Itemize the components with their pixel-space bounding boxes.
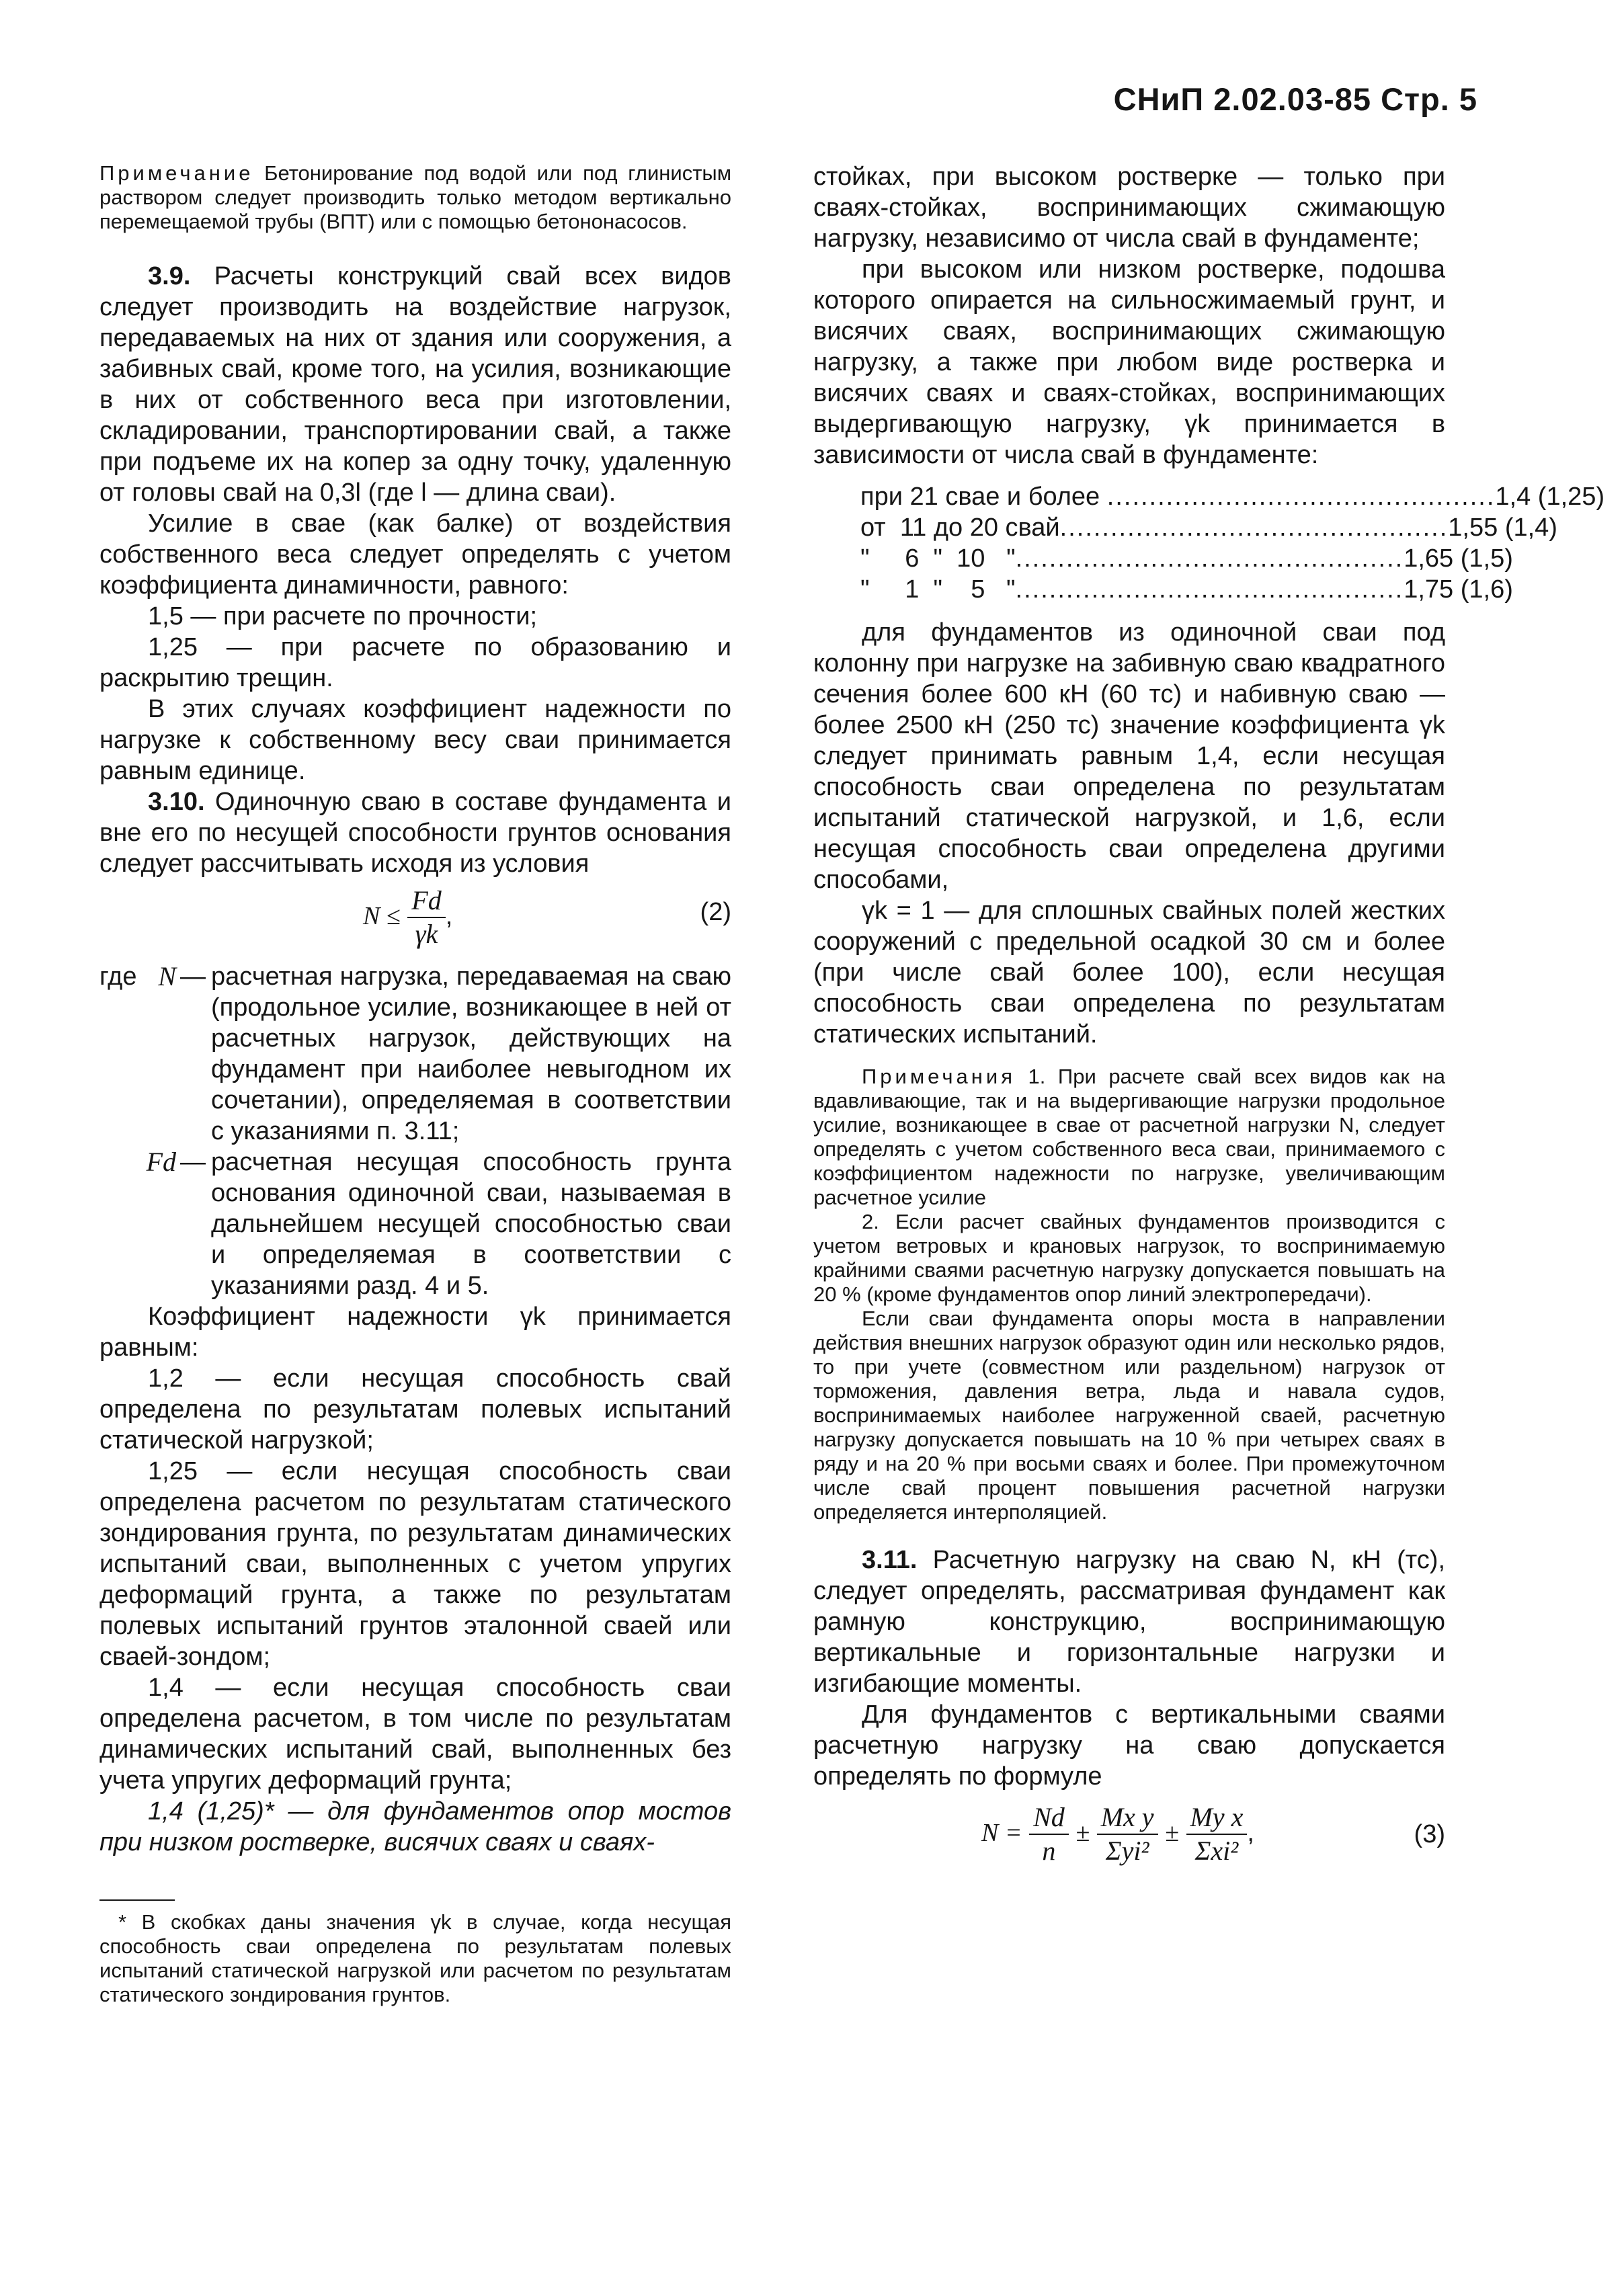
leader-dots: .............................................. <box>1106 483 1496 511</box>
list-item: 1,2 — если несущая способность свай определена по результатам полевых испытаний статической нагрузкой; <box>99 1364 731 1454</box>
section-3-11 <box>813 1545 1445 1699</box>
section-number: 3.9. <box>148 262 191 290</box>
note-label: Примечание <box>99 161 254 185</box>
row-label: при 21 свае и более <box>860 483 1107 511</box>
fraction <box>1097 1801 1158 1867</box>
symbol: N <box>158 961 176 991</box>
definition-text: расчетная несущая способность грунта основания одиночной сваи, называемая в дальнейшем несущей способностью сваи и определяемая в соответствии с указаниями разд. 4 и 5. <box>211 1148 731 1300</box>
row-value: 1,65 (1,5) <box>1404 544 1513 573</box>
numerator: Fd <box>407 885 445 918</box>
leader-dots: .............................................. <box>1059 514 1449 542</box>
note-3: Если сваи фундамента опоры моста в направлении действия внешних нагрузок образуют один или несколько рядов, то при учете (совместном или раздельном) нагрузок от торможения, давления ветра, льда и навала судов, воспринимаемых наиболее нагруженной сваей, расчетную нагрузку допускается повышать на 10 % при четырех сваях в ряду и на 20 % при восьми сваях и более. При промежуточном числе свай процент повышения расчетной нагрузки определяется интерполяцией. <box>813 1307 1445 1524</box>
section-3-10 <box>99 786 731 879</box>
row-value: 1,75 (1,6) <box>1404 575 1513 604</box>
section-number: 3.10. <box>148 788 205 816</box>
dash: — <box>180 1148 206 1176</box>
leader-dots: .............................................. <box>1015 575 1404 604</box>
paragraph: Усилие в свае (как балке) от воздействия собственного веса следует определять с учетом коэффициента динамичности, равного: <box>99 509 731 600</box>
note-2: 2. Если расчет свайных фундаментов производится с учетом ветровых и крановых нагрузок, то воспринимаемую крайними сваями расчетную нагрузку допускается повышать на 20 % (кроме фундаментов опор линий электропередачи). <box>813 1210 1445 1306</box>
table-row <box>860 481 1605 512</box>
row-value: 1,4 (1,25) <box>1495 483 1605 511</box>
denominator: Σyi² <box>1105 1836 1149 1866</box>
section-number: 3.11. <box>862 1546 918 1574</box>
numerator: My x <box>1186 1801 1248 1835</box>
numerator: Nd <box>1029 1801 1069 1835</box>
definition-text: расчетная нагрузка, передаваемая на сваю (продольное усилие, возникающее в ней от расчетных нагрузок, действующих на фундамент при наиболее невыгодном их сочетании), определяемая в соответствии с указаниями п. 3.11; <box>211 962 731 1145</box>
section-text: Одиночную сваю в составе фундамента и вне его по несущей способности грунтов основания следует рассчитывать исходя из условия <box>99 788 731 878</box>
where-word: где <box>99 962 137 991</box>
leader-dots: .............................................. <box>1015 544 1404 573</box>
table-row <box>860 512 1557 543</box>
note-concreting <box>99 161 731 234</box>
row-label: " 6 " 10 " <box>860 544 1016 573</box>
table-row <box>860 574 1513 605</box>
denominator: n <box>1042 1836 1056 1866</box>
pile-count-table <box>860 481 1605 605</box>
fraction <box>1029 1801 1069 1867</box>
section-3-9 <box>99 261 731 508</box>
fraction <box>1186 1801 1248 1867</box>
page-header: СНиП 2.02.03-85 Стр. 5 <box>1113 81 1477 117</box>
notes-label: Примечания <box>862 1065 1016 1088</box>
left-column <box>99 161 731 2007</box>
denominator: γk <box>415 919 438 949</box>
row-label: " 1 " 5 " <box>860 575 1016 604</box>
note-1 <box>813 1065 1445 1210</box>
row-value: 1,55 (1,4) <box>1448 514 1557 542</box>
section-text: Расчеты конструкций свай всех видов следует производить на воздействие нагрузок, передаваемых на них от здания или сооружения, а забивных свай, кроме того, на усилия, возникающие в них от собственного веса при изготовлении, складировании, транспортировании свай, а также при подъеме их на копер за одну точку, удаленную от головы свай на 0,3l (где l — длина сваи). <box>99 262 731 507</box>
plus-minus: ± <box>1075 1819 1090 1848</box>
denominator: Σxi² <box>1194 1836 1239 1866</box>
formula-number: (2) <box>700 898 731 926</box>
footnote: * В скобках даны значения γk в случае, когда несущая способность сваи определена по результатам полевых испытаний статической нагрузкой или расчетом по результатам статического зондирования грунтов. <box>99 1910 731 2006</box>
plus-minus: ± <box>1165 1819 1179 1848</box>
symbol: Fd <box>146 1147 176 1177</box>
formula-3 <box>813 1792 1445 1886</box>
table-row <box>860 543 1513 574</box>
paragraph: 1,5 — при расчете по прочности; <box>148 602 537 630</box>
formula-2 <box>99 879 731 961</box>
list-item: 1,4 (1,25)* — для фундаментов опор мостов при низком ростверке, висячих сваях и сваях- <box>99 1797 731 1856</box>
formula-lhs: N ≤ <box>363 902 401 931</box>
paragraph: при высоком или низком ростверке, подошва которого опирается на сильносжимаемый грунт, и висячих сваях, воспринимающих сжимающую нагрузку, а также при любом виде ростверка и висячих сваях и сваях-стойках, воспринимающих выдергивающую нагрузку, γk принимается в зависимости от числа свай в фундаменте: <box>813 255 1445 469</box>
paragraph: Для фундаментов с вертикальными сваями расчетную нагрузку на сваю допускается определять по формуле <box>813 1700 1445 1791</box>
definition-Fd <box>99 1147 731 1301</box>
formula-number: (3) <box>1414 1820 1445 1848</box>
formula-comma: , <box>1247 1819 1254 1848</box>
formula-lhs: N = <box>981 1819 1022 1848</box>
list-item: 1,4 — если несущая способность сваи определена расчетом, в том числе по результатам динамических испытаний свай, выполненных без учета упругих деформаций грунта; <box>99 1674 731 1795</box>
paragraph: Коэффициент надежности γk принимается равным: <box>99 1303 731 1362</box>
definitions <box>99 961 731 1301</box>
footnote-rule <box>99 1899 175 1901</box>
formula-comma: , <box>445 902 453 931</box>
dash: — <box>180 962 206 991</box>
row-label: от 11 до 20 свай <box>860 514 1060 542</box>
right-column <box>813 161 1605 1886</box>
paragraph: стойках, при высоком ростверке — только при сваях-стойках, воспринимающих сжимающую нагрузку, независимо от числа свай в фундаменте; <box>813 163 1445 253</box>
definition-N <box>99 961 731 1147</box>
paragraph: 1,25 — при расчете по образованию и раскрытию трещин. <box>99 633 731 692</box>
paragraph: В этих случаях коэффициент надежности по нагрузке к собственному весу сваи принимается равным единице. <box>99 695 731 785</box>
paragraph: для фундаментов из одиночной сваи под колонну при нагрузке на забивную сваю квадратного сечения более 600 кН (60 тс) и набивную сваю — более 2500 кН (250 тс) значение коэффициента γk следует принимать равным 1,4, если несущая способность сваи определена по результатам испытаний статической нагрузкой, и 1,6, если несущая способность сваи определена другими способами, <box>813 618 1445 894</box>
note-text: 1. При расчете свай всех видов как на вдавливающие, так и на выдергивающие нагрузки продольное усилие, возникающее в свае от расчетной нагрузки N, следует определять с учетом собственного веса сваи, принимаемого с коэффициентом надежности по нагрузке, увеличивающим расчетное усилие <box>813 1065 1445 1209</box>
fraction <box>407 885 445 950</box>
section-text: Расчетную нагрузку на сваю N, кН (тс), следует определять, рассматривая фундамент как рамную конструкцию, воспринимающую вертикальные и горизонтальные нагрузки и изгибающие моменты. <box>813 1546 1445 1698</box>
list-item: 1,25 — если несущая способность сваи определена расчетом по результатам статического зондирования грунта, по результатам динамических испытаний сваи, выполненных с учетом упругих деформаций грунта, а также по результатам полевых испытаний грунтов эталонной сваей или сваей-зондом; <box>99 1457 731 1671</box>
note-text: Бетонирование под водой или под глинистым раствором следует производить только методом вертикально перемещаемой трубы (ВПТ) или с помощью бетононасосов. <box>99 161 731 233</box>
numerator: Mx y <box>1097 1801 1158 1835</box>
paragraph: γk = 1 — для сплошных свайных полей жестких сооружений с предельной осадкой 30 см и более (при числе свай более 100), если несущая способность сваи определена по результатам статических испытаний. <box>813 897 1445 1049</box>
